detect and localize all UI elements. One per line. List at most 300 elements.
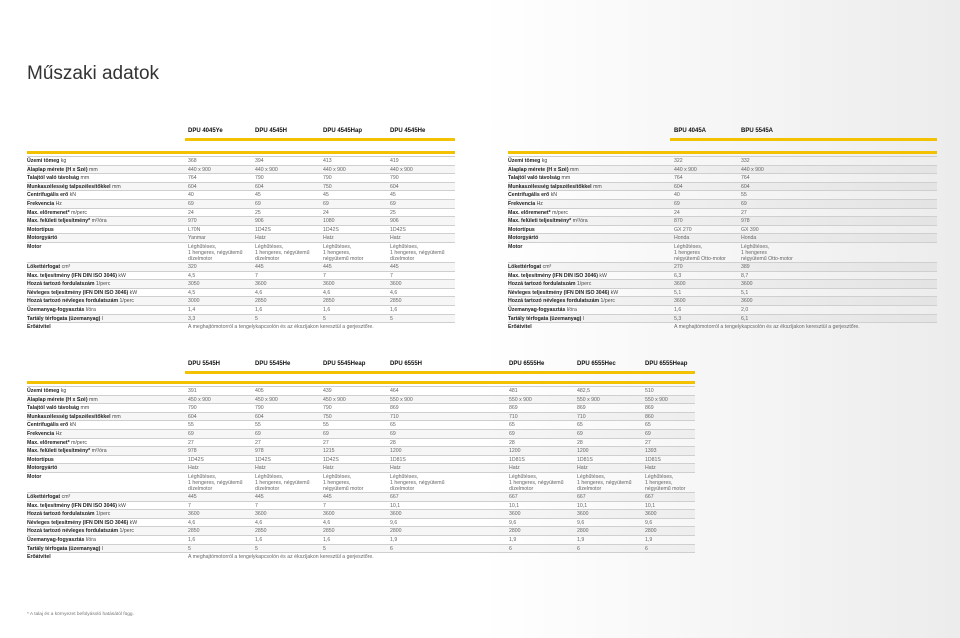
table-cell: GX 270: [674, 226, 692, 233]
table-row: [27, 501, 695, 510]
row-label-text: Lökettérfogat: [27, 494, 61, 500]
table-cell: 45: [255, 192, 261, 199]
table-cell: 764: [188, 175, 197, 182]
row-label-text: Motortípus: [508, 226, 535, 233]
page-title: Műszaki adatok: [27, 63, 160, 84]
table-cell: 481: [509, 388, 518, 394]
table-cell: 394: [255, 158, 264, 164]
table-cell: 65: [577, 422, 583, 429]
row-unit: 1/perc: [576, 281, 592, 288]
table-cell: 24: [188, 209, 194, 216]
row-label-text: Munkaszélesség talpszélesítőkkel: [27, 183, 111, 190]
table-cell: 3600: [674, 281, 686, 288]
row-label: [508, 235, 538, 241]
table-cell: 710: [390, 413, 399, 420]
table-cell: 869: [577, 405, 586, 412]
table-cell: 1200: [509, 448, 521, 455]
table-cell: Hatz: [390, 235, 401, 242]
table-cell: 6: [645, 545, 648, 552]
table-cell: 1D42S: [255, 226, 271, 233]
table-cell: 2800: [390, 528, 402, 535]
row-label: [508, 227, 535, 233]
row-unit: cm³: [61, 494, 71, 500]
table-cell: Hatz: [323, 235, 334, 242]
table-cell: 4,6: [323, 289, 331, 296]
row-label: [27, 511, 110, 517]
table-row: [508, 314, 937, 323]
table-row: [27, 190, 455, 199]
row-label-text: Talajtól való távolság: [27, 405, 80, 412]
table-cell: 440 x 900: [390, 166, 413, 173]
table-cell: 5,3: [674, 315, 682, 322]
table-cell: 55: [255, 422, 261, 429]
table-cell: 368: [188, 158, 197, 164]
table-cell: 25: [255, 209, 261, 216]
table-cell: Léghűtéses, 1 hengeres négyütemű Otto-motor: [741, 244, 793, 262]
table-cell: 440 x 900: [674, 166, 697, 173]
table-cell: 3600: [390, 281, 402, 288]
table-cell: Léghűtéses, 1 hengeres, négyütemű motor: [323, 474, 364, 492]
table-row: [508, 305, 937, 314]
table-cell: 3600: [323, 511, 335, 518]
table-cell: 27: [188, 439, 194, 446]
table-row: [27, 216, 455, 225]
table-cell: 28: [390, 439, 396, 446]
row-label: [27, 316, 103, 322]
row-label: [27, 494, 70, 500]
table-cell: Léghűtéses, 1 hengeres, négyütemű motor: [645, 474, 686, 492]
row-unit: kN: [69, 422, 77, 429]
row-label-text: Motor: [27, 474, 42, 480]
table-cell: 790: [323, 175, 332, 182]
table-row: [27, 156, 455, 165]
table-cell: 389: [741, 264, 750, 270]
row-label: [27, 554, 51, 560]
table-row: [27, 173, 455, 182]
row-label-text: Hozzá tartozó névleges fordulatszám: [508, 298, 600, 305]
table-row: [508, 199, 937, 208]
table-cell: 1,6: [255, 537, 263, 543]
table-cell: 40: [188, 192, 194, 199]
table-cell: 1,9: [390, 537, 398, 543]
table-cell: 1D42S: [255, 456, 271, 463]
table-cell: 6,3: [674, 272, 682, 279]
table-cell: Léghűtéses, 1 hengeres, négyütemű dízelmotor: [188, 474, 243, 492]
row-label-text: Talajtól való távolság: [27, 175, 80, 182]
table-cell: 978: [741, 218, 750, 225]
table-cell: 5: [390, 315, 393, 322]
table-cell: Hatz: [188, 465, 199, 472]
table-row: [27, 420, 695, 429]
table-cell: 604: [390, 183, 399, 190]
table-cell: 1,6: [323, 307, 331, 313]
table-row: [27, 288, 455, 297]
table-cell: 2800: [509, 528, 521, 535]
table-row: [27, 208, 455, 217]
table-cell: 9,6: [577, 519, 585, 526]
table-cell: 3600: [674, 298, 686, 305]
row-label: [27, 457, 54, 463]
table-cell: 869: [645, 405, 654, 412]
table-cell: 69: [323, 431, 329, 437]
table-cell: 510: [645, 388, 654, 394]
table-row: [508, 182, 937, 191]
row-unit: mm: [80, 405, 90, 412]
table-cell: 5: [323, 545, 326, 552]
row-unit: mm: [561, 175, 571, 182]
row-label-text: Erőátvitel: [27, 324, 51, 331]
table-row: [27, 446, 695, 455]
table-cell: 10,1: [390, 502, 401, 509]
row-label: [27, 405, 89, 411]
table-cell: 710: [509, 413, 518, 420]
row-label: [508, 192, 557, 198]
table-cell: 55: [741, 192, 747, 199]
row-label-text: Üzemi tömeg: [508, 158, 541, 164]
accent-line: [185, 371, 695, 374]
table-cell: 69: [255, 201, 261, 207]
table-cell: 24: [323, 209, 329, 216]
accent-line: [670, 138, 937, 141]
row-unit: Hz: [536, 201, 543, 207]
row-label-text: Lökettérfogat: [508, 264, 542, 270]
table-row: [27, 271, 455, 280]
table-cell: 3,3: [188, 315, 196, 322]
row-unit: kN: [69, 192, 77, 199]
row-label-text: Frekvencia: [508, 201, 536, 207]
row-label-text: Centrifugális erő: [508, 192, 550, 199]
row-label: [27, 448, 107, 454]
table-cell: 667: [509, 494, 518, 500]
row-label-text: Motortípus: [27, 456, 54, 463]
table-row: [27, 526, 695, 535]
drive-note: A meghajtómotorról a tengelykapcsolón és az ékszíjakon keresztül a gerjesztőre.: [188, 554, 374, 561]
table-cell: 65: [645, 422, 651, 429]
table-cell: 790: [390, 175, 399, 182]
row-label-text: Lökettérfogat: [27, 264, 61, 270]
row-label: [27, 440, 87, 446]
row-label-text: Hozzá tartozó névleges fordulatszám: [27, 528, 119, 535]
table-row: [27, 279, 455, 288]
table-cell: 906: [255, 218, 264, 225]
table-cell: 2,0: [741, 307, 749, 313]
table-cell: 69: [509, 431, 515, 437]
table-cell: 7: [255, 502, 258, 509]
table-cell: 790: [323, 405, 332, 412]
row-label-text: Erőátvitel: [27, 554, 51, 561]
table-cell: L70N: [188, 226, 201, 233]
row-label-text: Max. előremenet*: [27, 439, 70, 446]
model-header: DPU 5545He: [255, 361, 291, 367]
table-cell: 3600: [741, 298, 753, 305]
table-cell: 10,1: [509, 502, 520, 509]
row-label-text: Üzemi tömeg: [27, 158, 60, 164]
table-cell: 5,1: [741, 289, 749, 296]
row-label: [27, 281, 110, 287]
row-label-text: Max. teljesítmény (IFN DIN ISO 3046): [27, 272, 117, 279]
row-unit: l/óra: [85, 537, 96, 543]
table-cell: 1,6: [255, 307, 263, 313]
row-label-text: Motortípus: [27, 226, 54, 233]
table-cell: 3600: [577, 511, 589, 518]
table-row: [508, 262, 937, 271]
table-cell: 764: [674, 175, 683, 182]
row-unit: mm: [80, 175, 90, 182]
row-label-text: Max. felületi teljesítmény*: [508, 218, 572, 225]
table-cell: 2850: [188, 528, 200, 535]
drive-note: A meghajtómotorról a tengelykapcsolón és az ékszíjakon keresztül a gerjesztőre.: [188, 324, 374, 331]
table-cell: 5: [255, 315, 258, 322]
table-row: [508, 322, 937, 331]
row-label: [27, 465, 57, 471]
table-cell: 332: [741, 158, 750, 164]
table-cell: Yanmar: [188, 235, 206, 242]
table-cell: 5: [255, 545, 258, 552]
table-cell: 860: [645, 413, 654, 420]
table-row: [508, 271, 937, 280]
row-unit: l/óra: [566, 307, 577, 313]
row-label: [27, 388, 66, 394]
table-row: [27, 305, 455, 314]
table-row: [508, 296, 937, 305]
table-cell: 604: [741, 183, 750, 190]
table-row: [27, 509, 695, 518]
table-cell: 750: [323, 413, 332, 420]
table-cell: 869: [390, 405, 399, 412]
table-cell: 604: [188, 413, 197, 420]
table-cell: 2850: [255, 528, 267, 535]
row-label: [27, 264, 70, 270]
row-label-text: Alaplap mérete (H x Szé): [508, 166, 569, 173]
table-cell: GX 390: [741, 226, 759, 233]
table-row: [508, 216, 937, 225]
table-cell: 604: [255, 413, 264, 420]
row-unit: kW: [599, 272, 607, 279]
row-unit: m/perc: [71, 209, 87, 216]
table-cell: Hatz: [645, 465, 656, 472]
table-cell: 27: [323, 439, 329, 446]
table-cell: 445: [255, 494, 264, 500]
row-label: [27, 244, 41, 250]
row-unit: kN: [550, 192, 558, 199]
table-row: [508, 156, 937, 165]
table-cell: 750: [323, 183, 332, 190]
table-cell: 1,6: [390, 307, 398, 313]
row-unit: m²/óra: [91, 218, 107, 225]
row-label-text: Motorgyártó: [27, 235, 58, 242]
row-label-text: Névleges teljesítmény (IFN DIN ISO 3046): [27, 289, 129, 296]
model-header: DPU 6555Hec: [577, 361, 616, 367]
table-cell: 482,5: [577, 388, 590, 394]
row-unit: kg: [60, 388, 67, 394]
row-label-text: Hozzá tartozó fordulatszám: [508, 281, 576, 288]
row-unit: kg: [541, 158, 548, 164]
table-cell: 69: [645, 431, 651, 437]
table-row: [27, 225, 455, 234]
table-cell: 4,5: [188, 272, 196, 279]
row-label: [508, 316, 584, 322]
table-cell: 3050: [188, 281, 200, 288]
table-cell: Hatz: [255, 235, 266, 242]
row-label-text: Frekvencia: [27, 431, 55, 437]
table-cell: 3600: [645, 511, 657, 518]
table-row: [27, 314, 455, 323]
row-unit: mm: [112, 183, 121, 190]
row-unit: 1/perc: [95, 511, 111, 518]
row-unit: mm: [593, 183, 602, 190]
model-header: DPU 4545H: [255, 128, 288, 134]
accent-line: [508, 151, 937, 154]
table-cell: 65: [390, 422, 396, 429]
row-label: [27, 546, 103, 552]
row-label: [27, 397, 98, 403]
row-label-text: Üzemanyag-fogyasztás: [27, 307, 85, 313]
table-cell: 1200: [577, 448, 589, 455]
table-cell: 25: [390, 209, 396, 216]
table-cell: 445: [323, 494, 332, 500]
table-cell: 69: [577, 431, 583, 437]
row-label: [508, 307, 577, 313]
row-label: [27, 290, 137, 296]
row-label-text: Max. előremenet*: [508, 209, 551, 216]
row-label: [27, 210, 87, 216]
table-row: [508, 288, 937, 297]
row-label: [27, 167, 98, 173]
table-cell: 445: [255, 264, 264, 270]
row-label: [27, 503, 126, 509]
table-cell: 550 x 900: [645, 396, 668, 403]
table-cell: 604: [255, 183, 264, 190]
row-label-text: Max. teljesítmény (IFN DIN ISO 3046): [508, 272, 598, 279]
table-row: [27, 412, 695, 421]
row-unit: l/óra: [85, 307, 96, 313]
table-cell: 27: [645, 439, 651, 446]
table-cell: 790: [255, 175, 264, 182]
table-row: [27, 296, 455, 305]
table-cell: 3000: [188, 298, 200, 305]
table-cell: Honda: [674, 235, 690, 242]
row-label: [27, 537, 96, 543]
table-row: [508, 165, 937, 174]
table-cell: 978: [255, 448, 264, 455]
table-cell: Hatz: [509, 465, 520, 472]
table-cell: 604: [188, 183, 197, 190]
table-cell: 550 x 900: [509, 396, 532, 403]
row-unit: kg: [60, 158, 67, 164]
table-row: [27, 455, 695, 464]
row-label: [508, 167, 579, 173]
table-cell: 7: [188, 502, 191, 509]
table-cell: 3600: [323, 281, 335, 288]
table-cell: 3600: [188, 511, 200, 518]
table-cell: 69: [390, 201, 396, 207]
table-row: [508, 190, 937, 199]
table-cell: 69: [741, 201, 747, 207]
table-cell: 391: [188, 388, 197, 394]
table-cell: 1D81S: [577, 456, 593, 463]
table-cell: 1,6: [188, 537, 196, 543]
table-cell: 1215: [323, 448, 335, 455]
row-label-text: Munkaszélesség talpszélesítőkkel: [27, 413, 111, 420]
table-cell: 1,4: [188, 307, 196, 313]
table-cell: 9,6: [509, 519, 517, 526]
table-cell: 710: [577, 413, 586, 420]
table-row: [508, 208, 937, 217]
table-cell: 3600: [255, 281, 267, 288]
model-header: DPU 4545Hap: [323, 128, 363, 134]
row-label: [27, 431, 62, 437]
row-label: [27, 422, 76, 428]
table-cell: 69: [188, 431, 194, 437]
row-label-text: Névleges teljesítmény (IFN DIN ISO 3046): [27, 519, 129, 526]
table-cell: 55: [188, 422, 194, 429]
row-unit: Hz: [55, 431, 62, 437]
table-cell: Léghűtéses, 1 hengeres négyütemű Otto-motor: [674, 244, 726, 262]
table-row: [508, 173, 937, 182]
row-label: [508, 298, 615, 304]
table-cell: 9,6: [390, 519, 398, 526]
table-cell: 7: [255, 272, 258, 279]
row-unit: mm: [89, 166, 98, 173]
table-row: [508, 233, 937, 242]
table-cell: 869: [509, 405, 518, 412]
row-unit: m²/óra: [91, 448, 107, 455]
row-unit: m/perc: [552, 209, 568, 216]
table-cell: 4,6: [323, 519, 331, 526]
table-cell: 1080: [323, 218, 335, 225]
row-label: [508, 264, 551, 270]
row-unit: l: [101, 545, 104, 552]
table-cell: 445: [390, 264, 399, 270]
row-label: [27, 192, 76, 198]
model-header: DPU 4545He: [390, 128, 426, 134]
table-cell: 27: [255, 439, 261, 446]
table-cell: 24: [674, 209, 680, 216]
row-unit: 1/perc: [600, 298, 615, 305]
row-unit: kW: [118, 272, 126, 279]
row-label: [27, 307, 96, 313]
table-cell: 5,1: [674, 289, 682, 296]
table-cell: 322: [674, 158, 683, 164]
table-cell: 6: [509, 545, 512, 552]
table-row: [27, 262, 455, 271]
row-unit: m²/óra: [572, 218, 588, 225]
table-cell: 978: [188, 448, 197, 455]
table-row: [27, 233, 455, 242]
table-cell: 8,7: [741, 272, 749, 279]
row-unit: cm³: [61, 264, 71, 270]
table-cell: 1D42S: [188, 456, 204, 463]
row-label-text: Centrifugális erő: [27, 422, 69, 429]
table-cell: 7: [323, 272, 326, 279]
table-cell: 45: [390, 192, 396, 199]
table-cell: 1D42S: [323, 456, 339, 463]
row-label-text: Frekvencia: [27, 201, 55, 207]
table-row: [508, 225, 937, 234]
table-cell: 2850: [390, 298, 402, 305]
table-cell: 40: [674, 192, 680, 199]
table-cell: 28: [509, 439, 515, 446]
model-header: DPU 6555H: [390, 361, 423, 367]
table-cell: 464: [390, 388, 399, 394]
table-cell: 440 x 900: [323, 166, 346, 173]
table-row: [27, 403, 695, 412]
table-cell: Léghűtéses, 1 hengeres, négyütemű dízelmotor: [255, 244, 310, 262]
table-cell: 10,1: [577, 502, 588, 509]
table-cell: 6: [390, 545, 393, 552]
table-cell: 9,6: [645, 519, 653, 526]
table-cell: 69: [674, 201, 680, 207]
